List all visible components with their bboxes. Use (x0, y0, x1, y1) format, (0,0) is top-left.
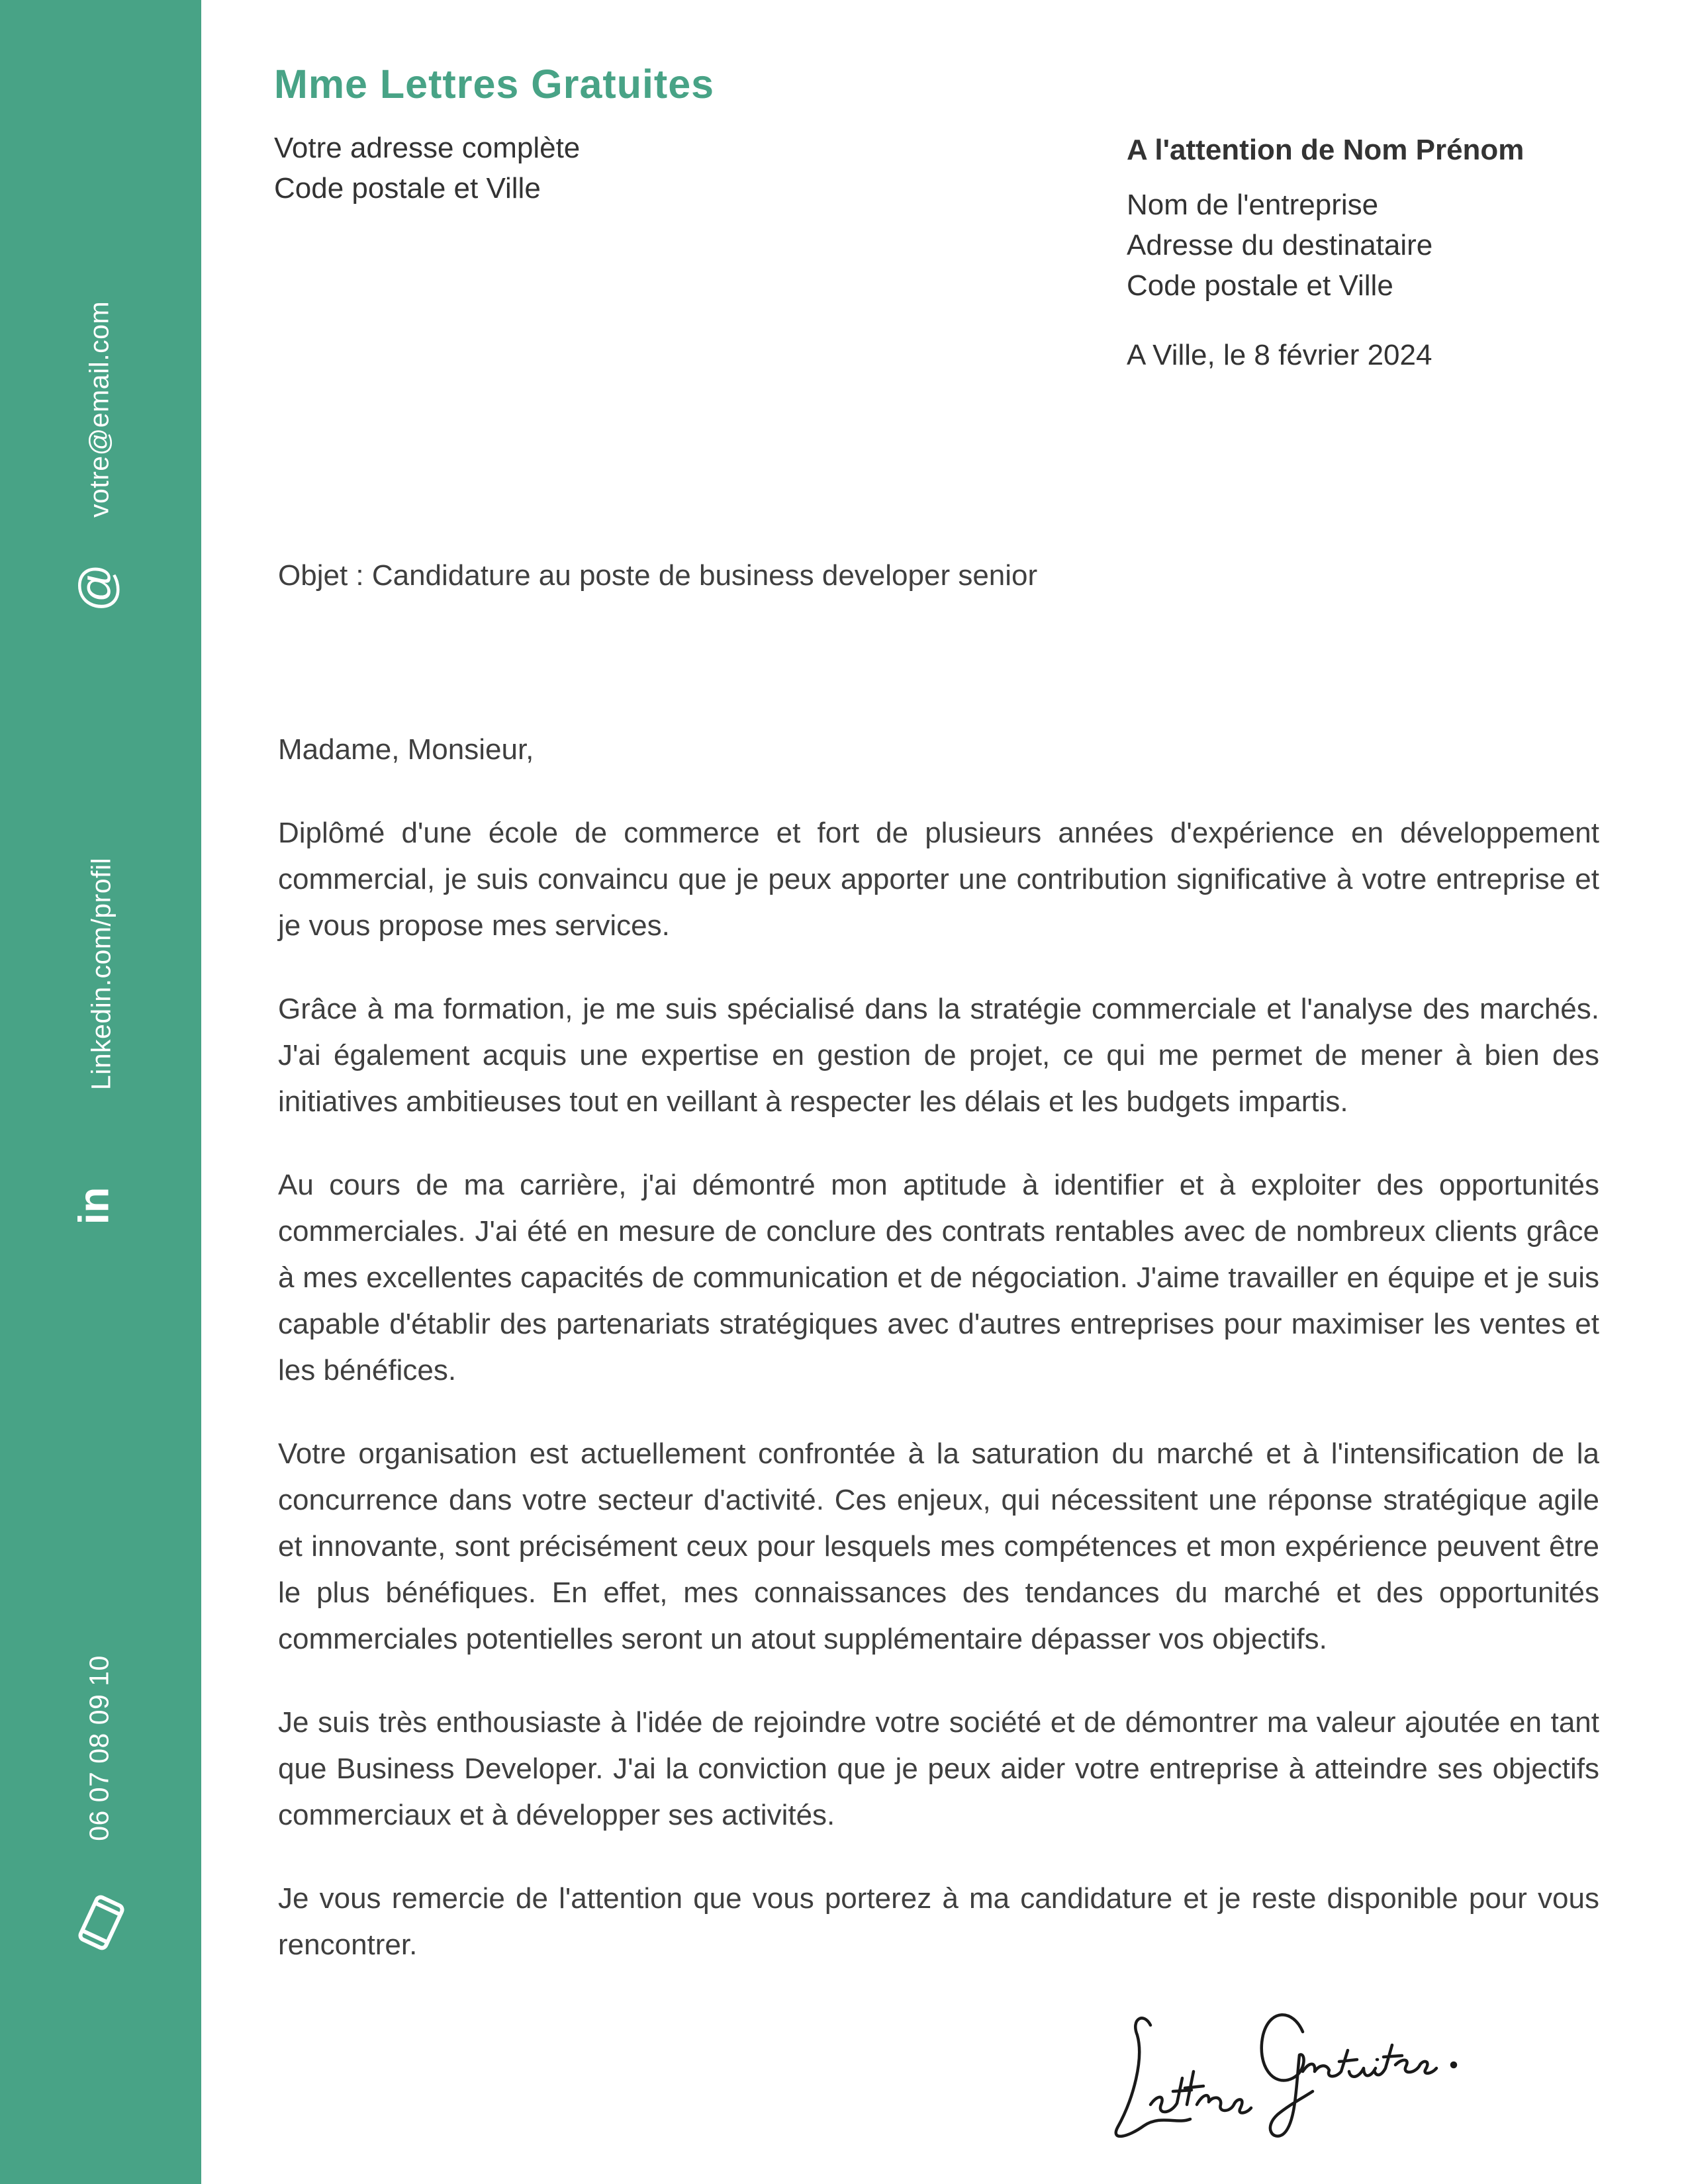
sidebar-linkedin[interactable]: Linkedin.com/profil (85, 857, 117, 1091)
letter-paragraph: Au cours de ma carrière, j'ai démontré mon aptitude à identifier et à exploiter des opportunités commerciales. J'ai été en mesure de conclure des contrats rentables avec de nombreux clients grâce à mes excellentes capacités de communication et de négociation. J'aime travailler en équipe et je suis capable d'établir des partenariats stratégiques avec d'autres entreprises pour maximiser les ventes et les bénéfices. (278, 1169, 1599, 1387)
letter-paragraph: Je vous remercie de l'attention que vous porterez à ma candidature et je reste disponible pour vous rencontrer. (278, 1882, 1599, 1961)
letter-paragraph: Grâce à ma formation, je me suis spécialisé dans la stratégie commerciale et l'analyse des marchés. J'ai également acquis une expertise en gestion de projet, ce qui me permet de mener à bien des initiatives ambitieuses tout en veillant à respecter les délais et les budgets impartis. (278, 993, 1599, 1118)
sender-address (274, 128, 580, 208)
letter-paragraph: Votre organisation est actuellement confrontée à la saturation du marché et à l'intensification de la concurrence dans votre secteur d'activité. Ces enjeux, qui nécessitent une réponse stratégique agile et innovante, sont précisément ceux pour lesquels mes compétences et mon expérience peuvent être le plus bénéfiques. En effet, mes connaissances des tendances du marché et des opportunités commerciales potentielles seront un atout supplémentaire dépasser vos objectifs. (278, 1437, 1599, 1655)
letter-paragraph: Je suis très enthousiaste à l'idée de rejoindre votre société et de démontrer ma valeur ajoutée en tant que Business Developer. J'ai la conviction que je peux aider votre entreprise à atteindre ses objectifs commerciaux et à développer ses activités. (278, 1706, 1599, 1831)
sidebar-phone[interactable]: 06 07 08 09 10 (83, 1655, 115, 1841)
letter-paragraph: Diplômé d'une école de commerce et fort de plusieurs années d'expérience en développement commercial, je suis convaincu que je peux apporter une contribution significative à votre entreprise et je vous propose mes services. (278, 817, 1599, 942)
letter-date: A Ville, le 8 février 2024 (1127, 339, 1432, 371)
letter-object: Objet : Candidature au poste de business developer senior (278, 559, 1038, 592)
recipient-company: Nom de l'entreprise (1127, 189, 1379, 221)
letter-body (278, 727, 1599, 2005)
at-icon: @ (70, 563, 124, 612)
handwritten-signature (1104, 1972, 1481, 2151)
recipient-address: Adresse du destinataire (1127, 229, 1433, 261)
letter-greeting: Madame, Monsieur, (278, 733, 534, 766)
sender-name: Mme Lettres Gratuites (274, 62, 715, 107)
sender-address-line1: Votre adresse complète (274, 132, 581, 164)
sidebar-email[interactable]: votre@email.com (83, 300, 115, 518)
recipient-city: Code postale et Ville (1127, 269, 1393, 302)
phone-icon (71, 1893, 131, 1952)
sender-address-line2: Code postale et Ville (274, 172, 541, 205)
recipient-block (1127, 130, 1524, 375)
contact-sidebar (0, 0, 201, 2184)
recipient-attention: A l'attention de Nom Prénom (1127, 134, 1524, 166)
linkedin-icon: in (70, 1187, 118, 1225)
